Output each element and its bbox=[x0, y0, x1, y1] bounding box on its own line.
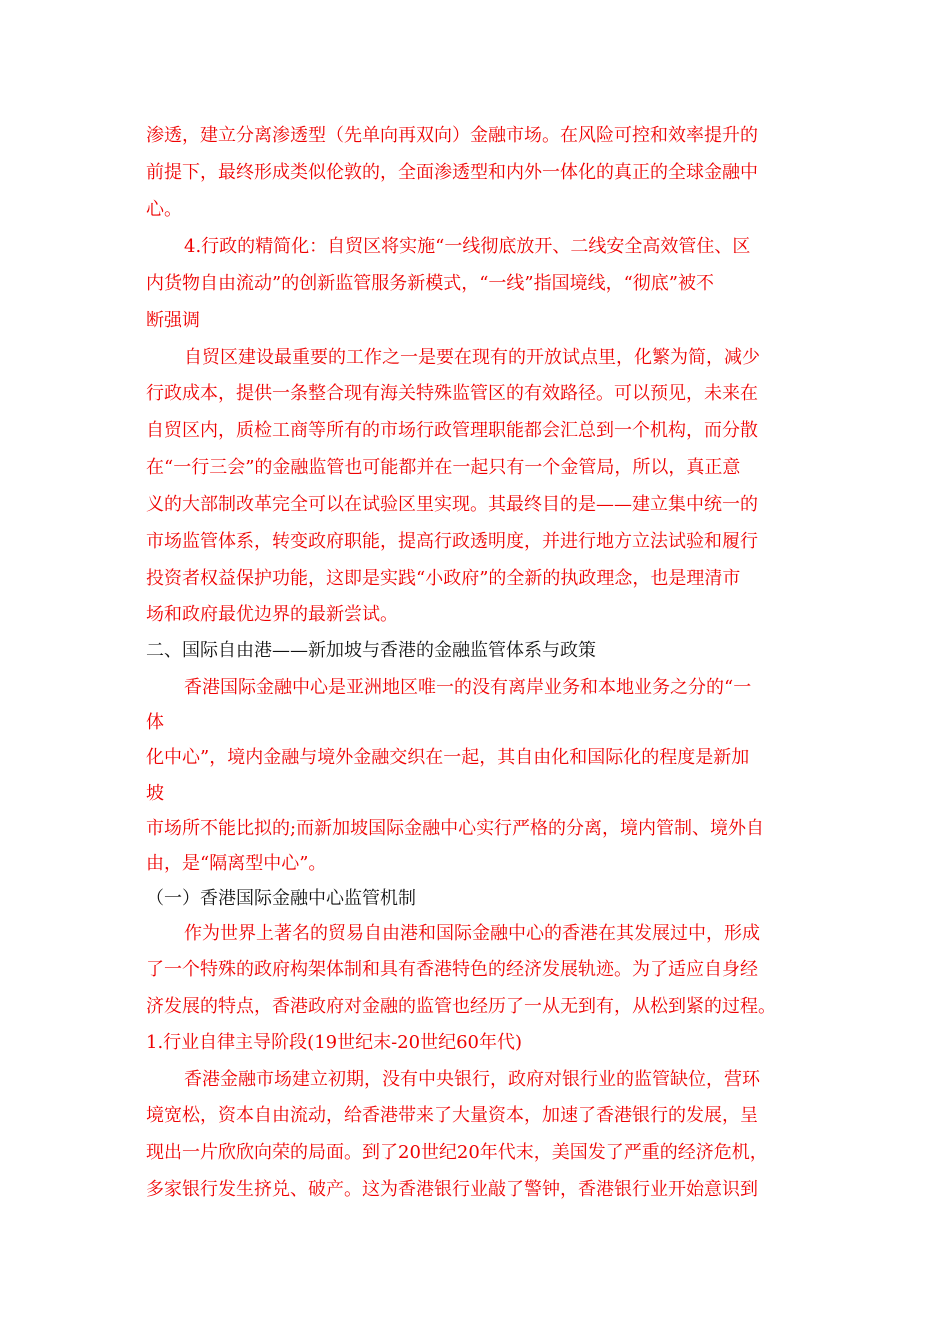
text-line: 了一个特殊的政府构架体制和具有香港特色的经济发展轨迹。为了适应自身经 bbox=[146, 959, 758, 980]
text-line: 内货物自由流动”的创新监管服务新模式，“一线”指国境线，“彻底”被不 bbox=[146, 273, 715, 294]
text-line: 济发展的特点，香港政府对金融的监管也经历了一从无到有，从松到紧的过程。 bbox=[146, 996, 776, 1017]
text-line: 场和政府最优边界的最新尝试。 bbox=[146, 604, 398, 625]
text-line: 坡 bbox=[146, 783, 164, 804]
text-line: 化中心”，境内金融与境外金融交织在一起，其自由化和国际化的程度是新加 bbox=[146, 747, 750, 768]
paragraph-start: 作为世界上著名的贸易自由港和国际金融中心的香港在其发展过中，形成 bbox=[184, 923, 760, 944]
paragraph-start: 香港金融市场建立初期，没有中央银行，政府对银行业的监管缺位，营环 bbox=[184, 1069, 760, 1090]
text-line: 由，是“隔离型中心”。 bbox=[146, 853, 327, 874]
paragraph-start: 香港国际金融中心是亚洲地区唯一的没有离岸业务和本地业务之分的“一 bbox=[184, 677, 752, 698]
text-line: 在“一行三会”的金融监管也可能都并在一起只有一个金管局，所以，真正意 bbox=[146, 457, 741, 478]
text-line: 前提下，最终形成类似伦敦的，全面渗透型和内外一体化的真正的全球金融中 bbox=[146, 162, 758, 183]
text-line: 市场监管体系，转变政府职能，提高行政透明度，并进行地方立法试验和履行 bbox=[146, 531, 758, 552]
text-line: 义的大部制改革完全可以在试验区里实现。其最终目的是——建立集中统一的 bbox=[146, 494, 758, 515]
subsection-heading: （一）香港国际金融中心监管机制 bbox=[146, 888, 416, 909]
stage-heading: 1.行业自律主导阶段(19世纪末-20世纪60年代) bbox=[146, 1032, 523, 1053]
text-line: 渗透，建立分离渗透型（先单向再双向）金融市场。在风险可控和效率提升的 bbox=[146, 125, 758, 146]
text-line: 多家银行发生挤兑、破产。这为香港银行业敲了警钟，香港银行业开始意识到 bbox=[146, 1179, 758, 1200]
text-line: 心。 bbox=[146, 199, 182, 220]
text-line: 市场所不能比拟的;而新加坡国际金融中心实行严格的分离，境内管制、境外自 bbox=[146, 818, 765, 839]
text-line: 投资者权益保护功能，这即是实践“小政府”的全新的执政理念，也是理清市 bbox=[146, 568, 741, 589]
section-heading: 二、国际自由港——新加坡与香港的金融监管体系与政策 bbox=[146, 640, 596, 661]
text-line: 行政成本，提供一条整合现有海关特殊监管区的有效路径。可以预见，未来在 bbox=[146, 383, 758, 404]
text-line: 断强调 bbox=[146, 310, 200, 331]
section-item-4: 4.行政的精简化：自贸区将实施“一线彻底放开、二线安全高效管住、区 bbox=[184, 236, 751, 257]
paragraph-start: 自贸区建设最重要的工作之一是要在现有的开放试点里，化繁为简，减少 bbox=[184, 347, 760, 368]
text-line: 现出一片欣欣向荣的局面。到了20世纪20年代末，美国发了严重的经济危机， bbox=[146, 1142, 768, 1163]
text-line: 体 bbox=[146, 712, 164, 733]
text-line: 境宽松，资本自由流动，给香港带来了大量资本，加速了香港银行的发展，呈 bbox=[146, 1105, 758, 1126]
text-line: 自贸区内，质检工商等所有的市场行政管理职能都会汇总到一个机构，而分散 bbox=[146, 420, 758, 441]
